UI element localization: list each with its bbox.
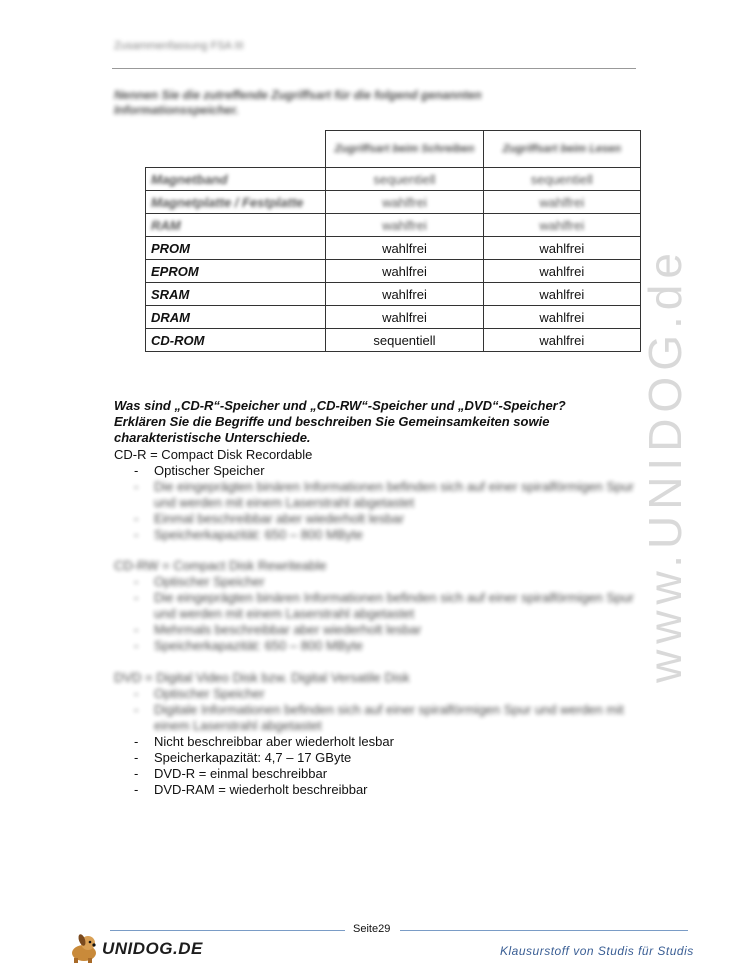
cdr-list <box>114 463 634 543</box>
list-item: - Speicherkapazität: 650 – 800 MByte <box>114 638 634 654</box>
read-access: wahlfrei <box>483 214 640 237</box>
write-access: sequentiell <box>326 168 483 191</box>
write-access: wahlfrei <box>326 237 483 260</box>
question-1: Nennen Sie die zutreffende Zugriffsart für die folgend genannten Informationsspeicher. <box>114 88 482 117</box>
write-access: wahlfrei <box>326 306 483 329</box>
cdrw-list <box>114 574 634 654</box>
list-item: - Mehrmals beschreibbar aber wiederholt lesbar <box>114 622 634 638</box>
write-access: wahlfrei <box>326 260 483 283</box>
footer-rule-left <box>110 930 345 931</box>
section-title: CD-R = Compact Disk Recordable <box>114 447 313 462</box>
list-item: - Digitale Informationen befinden sich auf einer spiralförmigen Spur und werden mit einem Laserstrahl abgetastet <box>114 702 634 734</box>
header-divider <box>112 68 636 69</box>
column-header-read: Zugriffsart beim Lesen <box>483 131 640 168</box>
dog-icon <box>66 933 102 963</box>
table-row <box>146 260 641 283</box>
list-item: - Optischer Speicher <box>114 574 634 590</box>
section-cdr <box>114 447 634 543</box>
list-item: - DVD-R = einmal beschreibbar <box>114 766 634 782</box>
storage-name: RAM <box>146 214 326 237</box>
dvd-list <box>114 686 634 798</box>
logo-text: UNIDOG.DE <box>102 939 203 958</box>
storage-name: DRAM <box>146 306 326 329</box>
storage-name: Magnetband <box>146 168 326 191</box>
footer-slogan: Klausurstoff von Studis für Studis <box>500 944 694 958</box>
list-item: - Optischer Speicher <box>114 686 634 702</box>
table-row <box>146 214 641 237</box>
watermark <box>600 247 730 683</box>
list-item: - Die eingeprägten binären Informationen befinden sich auf einer spiralförmigen Spur und werden mit einem Laserstrahl abgetastet <box>114 479 634 511</box>
table-row <box>146 283 641 306</box>
storage-name: Magnetplatte / Festplatte <box>146 191 326 214</box>
question-2: Was sind „CD-R“-Speicher und „CD-RW“-Speicher und „DVD“-Speicher? Erklären Sie die Begriffe und beschreiben Sie Gemeinsamkeiten sowie charakteristische Unterschiede. <box>114 398 566 445</box>
read-access: wahlfrei <box>483 306 640 329</box>
document-header: Zusammenfassung FSA III <box>114 40 244 52</box>
column-header-write: Zugriffsart beim Schreiben <box>326 131 483 168</box>
read-access: wahlfrei <box>483 191 640 214</box>
list-item: - Nicht beschreibbar aber wiederholt lesbar <box>114 734 634 750</box>
write-access: sequentiell <box>326 329 483 352</box>
table-row <box>146 168 641 191</box>
table-row <box>146 237 641 260</box>
read-access: wahlfrei <box>483 237 640 260</box>
storage-name: CD-ROM <box>146 329 326 352</box>
section-title: CD-RW = Compact Disk Rewriteable <box>114 558 327 573</box>
list-item: - Einmal beschreibbar aber wiederholt lesbar <box>114 511 634 527</box>
table-header-row <box>146 131 641 168</box>
table-row <box>146 191 641 214</box>
write-access: wahlfrei <box>326 283 483 306</box>
read-access: wahlfrei <box>483 260 640 283</box>
list-item: - Optischer Speicher <box>114 463 634 479</box>
storage-name: PROM <box>146 237 326 260</box>
section-cdrw <box>114 558 634 654</box>
section-title: DVD = Digital Video Disk bzw. Digital Versatile Disk <box>114 670 410 685</box>
read-access: wahlfrei <box>483 329 640 352</box>
list-item: - Die eingeprägten binären Informationen befinden sich auf einer spiralförmigen Spur und werden mit einem Laserstrahl abgetastet <box>114 590 634 622</box>
read-access: wahlfrei <box>483 283 640 306</box>
storage-name: SRAM <box>146 283 326 306</box>
storage-access-table <box>145 130 641 352</box>
footer-rule-right <box>400 930 688 931</box>
page-number: Seite29 <box>353 923 391 935</box>
table-row <box>146 306 641 329</box>
write-access: wahlfrei <box>326 214 483 237</box>
write-access: wahlfrei <box>326 191 483 214</box>
list-item: - Speicherkapazität: 4,7 – 17 GByte <box>114 750 634 766</box>
list-item: - DVD-RAM = wiederholt beschreibbar <box>114 782 634 798</box>
unidog-logo <box>66 933 203 963</box>
section-dvd <box>114 670 634 798</box>
watermark-text: www.UNIDOG.de <box>639 247 692 683</box>
read-access: sequentiell <box>483 168 640 191</box>
list-item: - Speicherkapazität: 650 – 800 MByte <box>114 527 634 543</box>
storage-name: EPROM <box>146 260 326 283</box>
table-row <box>146 329 641 352</box>
